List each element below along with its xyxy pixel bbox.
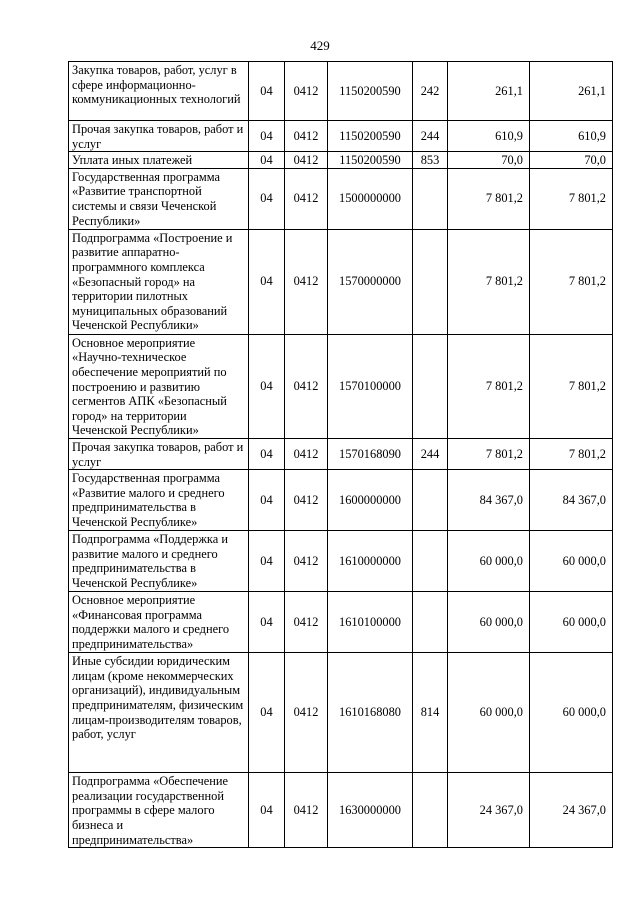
target-article-code: 1150200590	[328, 152, 413, 169]
section-code: 04	[249, 438, 285, 469]
item-name: Иные субсидии юридическим лицам (кроме некоммерческих организаций), индивидуальным предпринимателям, физическим лицам-производителям товаров, работ, услуг	[69, 653, 249, 773]
table-row	[69, 121, 613, 152]
subsection-code: 0412	[285, 773, 328, 848]
amount-2: 610,9	[530, 121, 613, 152]
amount-1: 84 367,0	[448, 470, 530, 531]
section-code: 04	[249, 229, 285, 334]
item-name: Основное мероприятие «Финансовая программа поддержки малого и среднего предпринимательства»	[69, 592, 249, 653]
item-name: Государственная программа «Развитие малого и среднего предпринимательства в Чеченской Республике»	[69, 470, 249, 531]
expense-type-code: 244	[413, 121, 448, 152]
section-code: 04	[249, 773, 285, 848]
amount-2: 60 000,0	[530, 592, 613, 653]
section-code: 04	[249, 592, 285, 653]
amount-1: 60 000,0	[448, 653, 530, 773]
section-code: 04	[249, 62, 285, 121]
table-row	[69, 168, 613, 229]
section-code: 04	[249, 121, 285, 152]
target-article-code: 1610000000	[328, 531, 413, 592]
target-article-code: 1150200590	[328, 121, 413, 152]
amount-1: 7 801,2	[448, 229, 530, 334]
expense-type-code	[413, 592, 448, 653]
subsection-code: 0412	[285, 592, 328, 653]
table-row	[69, 229, 613, 334]
subsection-code: 0412	[285, 168, 328, 229]
amount-1: 7 801,2	[448, 168, 530, 229]
amount-2: 261,1	[530, 62, 613, 121]
amount-2: 84 367,0	[530, 470, 613, 531]
item-name: Прочая закупка товаров, работ и услуг	[69, 438, 249, 469]
amount-1: 261,1	[448, 62, 530, 121]
target-article-code: 1610168080	[328, 653, 413, 773]
expense-type-code	[413, 470, 448, 531]
amount-2: 7 801,2	[530, 334, 613, 438]
subsection-code: 0412	[285, 152, 328, 169]
amount-2: 7 801,2	[530, 229, 613, 334]
subsection-code: 0412	[285, 229, 328, 334]
expense-type-code	[413, 773, 448, 848]
amount-2: 7 801,2	[530, 438, 613, 469]
table-row	[69, 773, 613, 848]
item-name: Уплата иных платежей	[69, 152, 249, 169]
amount-1: 70,0	[448, 152, 530, 169]
subsection-code: 0412	[285, 470, 328, 531]
section-code: 04	[249, 168, 285, 229]
target-article-code: 1630000000	[328, 773, 413, 848]
page-number: 429	[310, 38, 330, 53]
item-name: Подпрограмма «Обеспечение реализации государственной программы в сфере малого бизнеса и предпринимательства»	[69, 773, 249, 848]
amount-1: 610,9	[448, 121, 530, 152]
expense-type-code	[413, 168, 448, 229]
section-code: 04	[249, 531, 285, 592]
subsection-code: 0412	[285, 62, 328, 121]
section-code: 04	[249, 152, 285, 169]
item-name: Основное мероприятие «Научно-техническое обеспечение мероприятий по построению и развитию сегментов АПК «Безопасный город» на территории Чеченской Республики»	[69, 334, 249, 438]
target-article-code: 1570100000	[328, 334, 413, 438]
table-row	[69, 470, 613, 531]
amount-1: 7 801,2	[448, 334, 530, 438]
item-name: Государственная программа «Развитие транспортной системы и связи Чеченской Республики»	[69, 168, 249, 229]
section-code: 04	[249, 653, 285, 773]
amount-1: 7 801,2	[448, 438, 530, 469]
table-row	[69, 334, 613, 438]
subsection-code: 0412	[285, 531, 328, 592]
amount-2: 7 801,2	[530, 168, 613, 229]
table-row	[69, 592, 613, 653]
table-row	[69, 653, 613, 773]
item-name: Подпрограмма «Поддержка и развитие малого и среднего предпринимательства в Чеченской Республике»	[69, 531, 249, 592]
target-article-code: 1610100000	[328, 592, 413, 653]
budget-table	[68, 61, 613, 848]
item-name: Подпрограмма «Построение и развитие аппаратно-программного комплекса «Безопасный город» на территории пилотных муниципальных образований Чеченской Республики»	[69, 229, 249, 334]
subsection-code: 0412	[285, 438, 328, 469]
amount-2: 60 000,0	[530, 531, 613, 592]
table-row	[69, 438, 613, 469]
item-name: Закупка товаров, работ, услуг в сфере информационно-коммуникационных технологий	[69, 62, 249, 121]
target-article-code: 1600000000	[328, 470, 413, 531]
target-article-code: 1570168090	[328, 438, 413, 469]
table-row	[69, 152, 613, 169]
expense-type-code: 814	[413, 653, 448, 773]
table-row	[69, 62, 613, 121]
subsection-code: 0412	[285, 653, 328, 773]
expense-type-code: 242	[413, 62, 448, 121]
target-article-code: 1570000000	[328, 229, 413, 334]
item-name: Прочая закупка товаров, работ и услуг	[69, 121, 249, 152]
section-code: 04	[249, 334, 285, 438]
expense-type-code	[413, 229, 448, 334]
expense-type-code: 244	[413, 438, 448, 469]
table-row	[69, 531, 613, 592]
section-code: 04	[249, 470, 285, 531]
amount-2: 70,0	[530, 152, 613, 169]
subsection-code: 0412	[285, 121, 328, 152]
expense-type-code	[413, 334, 448, 438]
amount-1: 60 000,0	[448, 531, 530, 592]
amount-1: 60 000,0	[448, 592, 530, 653]
amount-2: 24 367,0	[530, 773, 613, 848]
expense-type-code: 853	[413, 152, 448, 169]
amount-1: 24 367,0	[448, 773, 530, 848]
subsection-code: 0412	[285, 334, 328, 438]
target-article-code: 1500000000	[328, 168, 413, 229]
expense-type-code	[413, 531, 448, 592]
target-article-code: 1150200590	[328, 62, 413, 121]
amount-2: 60 000,0	[530, 653, 613, 773]
